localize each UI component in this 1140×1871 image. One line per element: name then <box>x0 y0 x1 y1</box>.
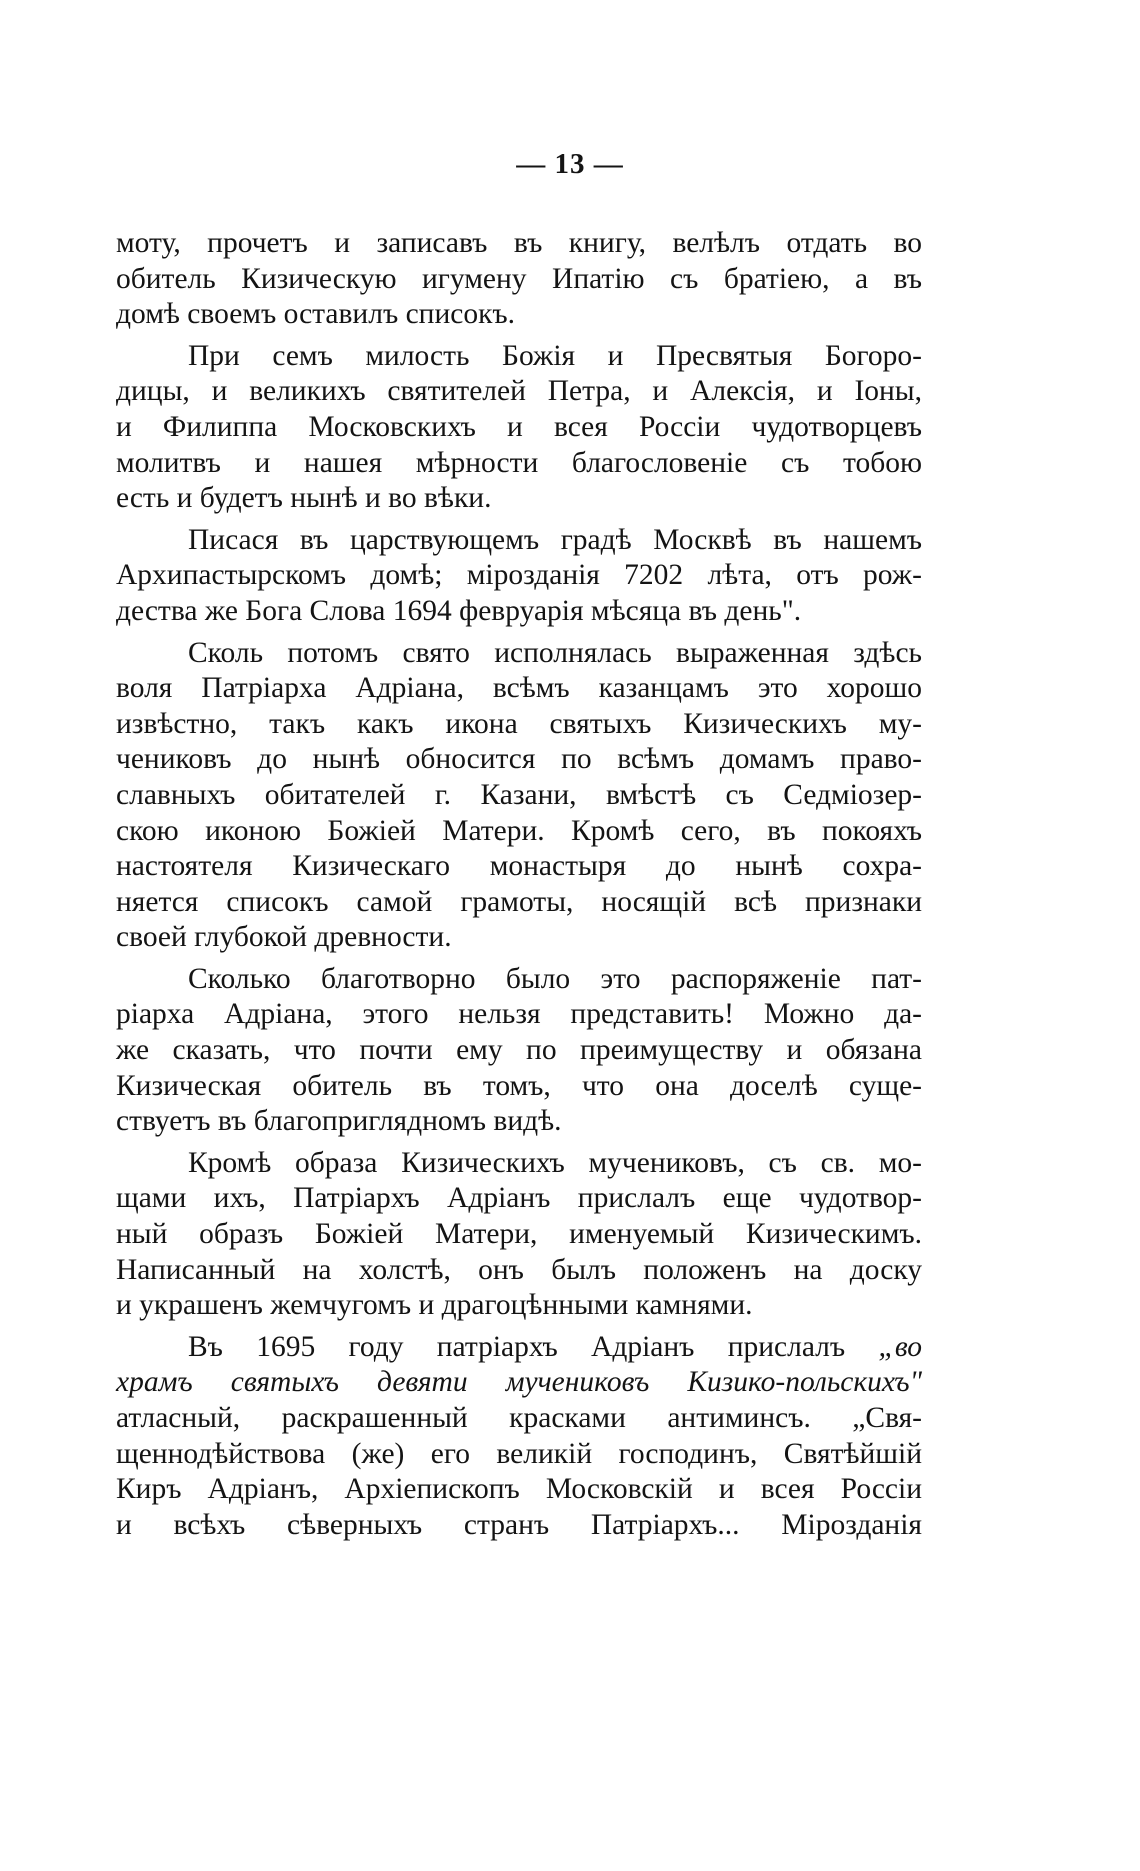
text-line: и Филиппа Московскихъ и всея Россіи чудотворцевъ <box>116 410 922 443</box>
text-line: щами ихъ, Патріархъ Адріанъ прислалъ еще чудотвор- <box>116 1182 922 1215</box>
text-line: ріарха Адріана, этого нельзя представить! Можно да- <box>116 998 922 1031</box>
paragraph-7 <box>116 1330 922 1544</box>
quote-open-italic: „во <box>878 1330 922 1363</box>
paragraph-6 <box>116 1146 922 1324</box>
text-line: няется списокъ самой грамоты, носящій всѣ признаки <box>116 885 922 918</box>
text-line: домѣ своемъ оставилъ списокъ. <box>116 298 516 331</box>
text-line: атласный, раскрашенный красками антиминсъ. „Свя- <box>116 1402 922 1434</box>
text-line: щеннодѣйствова (же) его великій господинъ, Святѣйшій <box>116 1437 922 1470</box>
text-line: извѣстно, такъ какъ икона святыхъ Кизическихъ му- <box>116 707 922 740</box>
text-line: Написанный на холстѣ, онъ былъ положенъ на доску <box>116 1253 922 1286</box>
text-line: и украшенъ жемчугомъ и драгоцѣнными камнями. <box>116 1289 753 1322</box>
text-line: обитель Кизическую игумену Ипатію съ братіею, а въ <box>116 262 922 295</box>
text-line: воля Патріарха Адріана, всѣмъ казанцамъ это хорошо <box>116 672 922 705</box>
text-line: ствуетъ въ благоприглядномъ видѣ. <box>116 1105 562 1138</box>
text-line: и всѣхъ сѣверныхъ странъ Патріархъ... Мірозданія <box>116 1508 922 1541</box>
paragraph-3 <box>116 523 922 630</box>
text-line-italic: храмъ святыхъ девяти мучениковъ Кизико-польскихъ" <box>116 1366 922 1399</box>
text-line: При семъ милость Божія и Пресвятыя Богоро- <box>188 339 922 372</box>
text-line: Сколь потомъ свято исполнялась выраженная здѣсь <box>188 636 922 669</box>
paragraph-1 <box>116 226 922 333</box>
text-line: своей глубокой древности. <box>116 921 452 954</box>
text-line: Киръ Адріанъ, Архіепископъ Московскій и всея Россіи <box>116 1473 922 1506</box>
text-line: ный образъ Божіей Матери, именуемый Кизическимъ. <box>116 1218 922 1251</box>
body-text <box>116 226 922 1549</box>
text-line: же сказать, что почти ему по преимуществу и обязана <box>116 1034 922 1067</box>
text-line: чениковъ до нынѣ обносится по всѣмъ домамъ право- <box>116 743 922 776</box>
text-line <box>116 1330 922 1366</box>
text-fragment: Въ 1695 году патріархъ Адріанъ прислалъ <box>188 1330 879 1363</box>
paragraph-2 <box>116 339 922 517</box>
page-number: — 13 — <box>516 148 624 180</box>
text-line: настоятеля Кизическаго монастыря до нынѣ сохра- <box>116 850 922 883</box>
text-line: дицы, и великихъ святителей Петра, и Алексія, и Іоны, <box>116 375 922 408</box>
text-line: есть и будетъ нынѣ и во вѣки. <box>116 482 492 515</box>
text-line: Кромѣ образа Кизическихъ мучениковъ, съ св. мо- <box>188 1146 922 1179</box>
text-line: Архипастырскомъ домѣ; мірозданія 7202 лѣта, отъ рож- <box>116 559 922 592</box>
text-line: Сколько благотворно было это распоряженіе пат- <box>188 962 922 995</box>
paragraph-5 <box>116 962 922 1140</box>
text-line: Писася въ царствующемъ градѣ Москвѣ въ нашемъ <box>188 523 922 556</box>
text-line: моту, прочетъ и записавъ въ книгу, велѣлъ отдать во <box>116 227 922 259</box>
paragraph-4 <box>116 636 922 956</box>
text-line: скою иконою Божіей Матери. Кромѣ сего, въ покояхъ <box>116 814 922 847</box>
text-line: молитвъ и нашея мѣрности благословеніе съ тобою <box>116 446 922 479</box>
text-line: славныхъ обитателей г. Казани, вмѣстѣ съ Седміозер- <box>116 778 922 811</box>
text-line: Кизическая обитель въ томъ, что она доселѣ суще- <box>116 1069 922 1102</box>
text-line: дества же Бога Слова 1694 февруарія мѣсяца въ день". <box>116 594 802 627</box>
